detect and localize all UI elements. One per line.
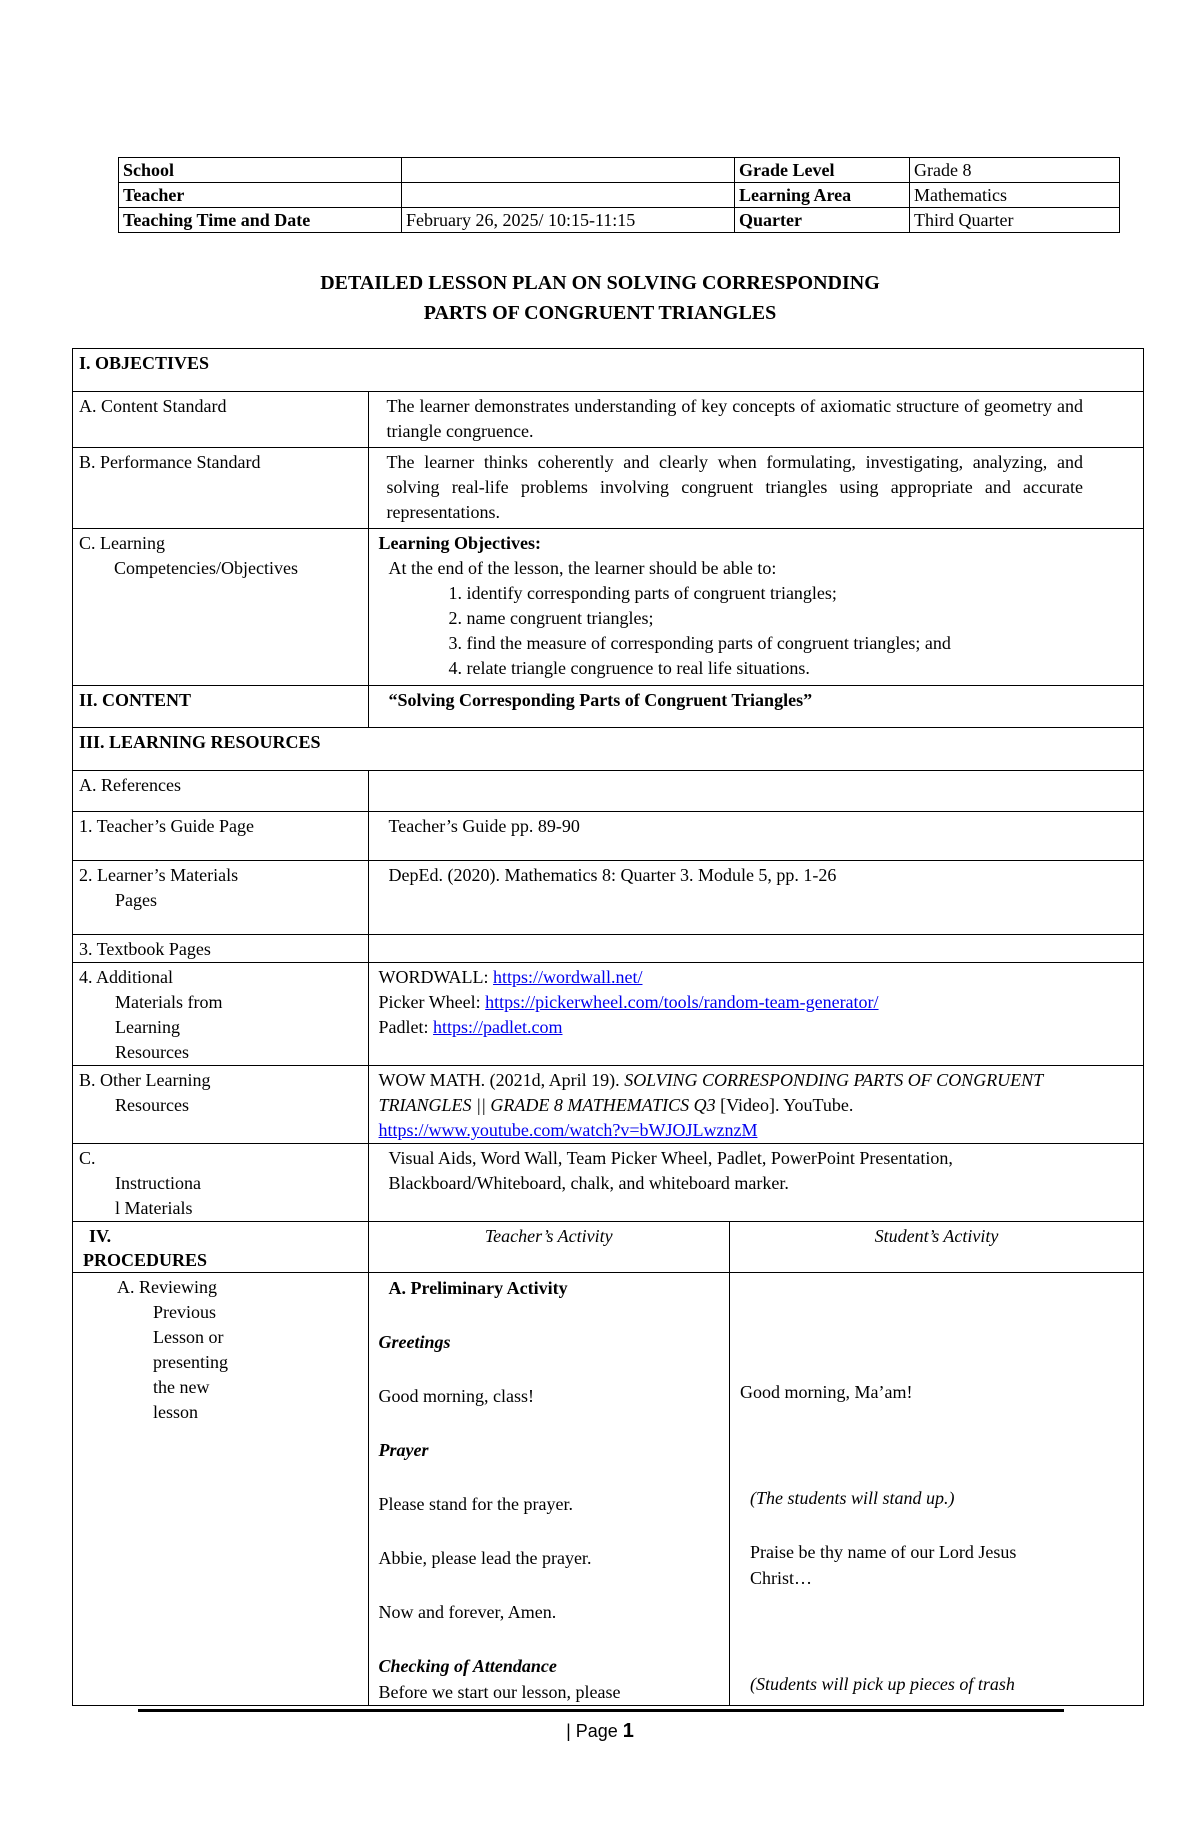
quarter-value: Third Quarter [910,208,1120,233]
footer-divider [138,1709,1064,1712]
learners-materials-value: DepEd. (2020). Mathematics 8: Quarter 3. Module 5, pp. 1-26 [368,861,1143,935]
student-activity-header: Student’s Activity [729,1222,1143,1273]
picker-wheel-label: Picker Wheel: [378,992,486,1012]
objective-item: 2. name congruent triangles; [448,608,654,628]
grade-level-value: Grade 8 [910,158,1120,183]
lesson-plan-table [72,348,1144,1706]
learners-materials-label-line: Pages [115,890,157,910]
wow-math-citation: WOW MATH. (2021d, April 19). [378,1070,625,1090]
padlet-label: Padlet: [378,1017,434,1037]
picker-wheel-link[interactable]: https://pickerwheel.com/tools/random-team-generator/ [485,992,879,1012]
objectives-heading: I. OBJECTIVES [73,349,1144,392]
content-standard-text: The learner demonstrates understanding of key concepts of axiomatic structure of geometry and triangle congruence. [368,392,1143,448]
wordwall-label: WORDWALL: [378,967,494,987]
instructional-materials-label-line: Instructiona [115,1173,201,1193]
wow-math-source: [Video]. YouTube. [715,1095,854,1115]
page-label: | Page [566,1721,623,1741]
prayer-heading: Prayer [378,1440,429,1460]
teacher-stand-instruction: Please stand for the prayer. [378,1494,573,1514]
performance-standard-text: The learner thinks coherently and clearly when formulating, investigating, analyzing, and solving real-life problems involving congruent triangles using appropriate and accurate representations. [368,448,1143,529]
learning-area-value: Mathematics [910,183,1120,208]
title-line-1: DETAILED LESSON PLAN ON SOLVING CORRESPONDING [320,272,880,294]
references-label: A. References [73,771,369,812]
school-value [402,158,735,183]
procedure-step-label-line: the new [153,1377,210,1397]
instructional-materials-label-line: l Materials [115,1198,193,1218]
teachers-guide-label: 1. Teacher’s Guide Page [73,812,369,861]
student-stand-response: (The students will stand up.) [749,1488,955,1508]
title-line-2: PARTS OF CONGRUENT TRIANGLES [423,302,777,324]
student-pick-trash: (Students will pick up pieces of trash [749,1674,1015,1694]
learners-materials-label-line: 2. Learner’s Materials [79,865,239,885]
student-activity-column [729,1273,1143,1706]
learning-objectives-intro: At the end of the lesson, the learner should be able to: [388,558,777,578]
teacher-before-lesson: Before we start our lesson, please [378,1682,621,1702]
objective-item: 1. identify corresponding parts of congruent triangles; [448,583,837,603]
teacher-label: Teacher [119,183,402,208]
greetings-heading: Greetings [378,1332,451,1352]
page-footer [0,1720,1200,1743]
content-value: “Solving Corresponding Parts of Congruent Triangles” [368,686,1143,728]
other-resources-label [73,1066,369,1144]
student-prayer-line: Christ… [749,1568,812,1588]
padlet-link[interactable]: https://padlet.com [433,1017,563,1037]
learning-objectives [368,529,1143,686]
learning-area-label: Learning Area [735,183,910,208]
references-value [368,771,1143,812]
learning-objectives-heading: Learning Objectives: [378,533,542,553]
additional-materials-label-line: Materials from [115,992,223,1012]
procedure-step-label-line: A. Reviewing [117,1277,217,1297]
other-resources-label-line: Resources [115,1095,189,1115]
student-prayer-line: Praise be thy name of our Lord Jesus [749,1542,1017,1562]
learners-materials-label [73,861,369,935]
additional-materials-label [73,963,369,1066]
procedure-step-label-line: presenting [153,1352,228,1372]
teacher-activity-header: Teacher’s Activity [368,1222,729,1273]
teacher-amen: Now and forever, Amen. [378,1602,557,1622]
content-heading: II. CONTENT [73,686,369,728]
teacher-value [402,183,735,208]
objective-item: 4. relate triangle congruence to real life situations. [448,658,810,678]
teacher-lead-prayer: Abbie, please lead the prayer. [378,1548,592,1568]
school-label: School [119,158,402,183]
instructional-materials-label [73,1144,369,1222]
header-table [118,157,1120,233]
content-standard-label: A. Content Standard [73,392,369,448]
additional-materials-value [368,963,1143,1066]
instructional-materials-value: Visual Aids, Word Wall, Team Picker Wheel, Padlet, PowerPoint Presentation, Blackboard/Whiteboard, chalk, and whiteboard marker. [368,1144,1143,1222]
page-number: 1 [622,1720,634,1742]
grade-level-label: Grade Level [735,158,910,183]
attendance-heading: Checking of Attendance [378,1656,557,1676]
youtube-link[interactable]: https://www.youtube.com/watch?v=bWJOJLwznzM [378,1120,758,1140]
learning-resources-heading: III. LEARNING RESOURCES [73,728,1144,771]
preliminary-activity-heading: A. Preliminary Activity [388,1278,568,1298]
textbook-pages-label: 3. Textbook Pages [73,935,369,963]
objective-item: 3. find the measure of corresponding parts of congruent triangles; and [448,633,951,653]
teaching-time-label: Teaching Time and Date [119,208,402,233]
teachers-guide-value: Teacher’s Guide pp. 89-90 [368,812,1143,861]
procedure-step-label [73,1273,369,1706]
teaching-time-value: February 26, 2025/ 10:15-11:15 [402,208,735,233]
other-resources-label-line: B. Other Learning [79,1070,211,1090]
quarter-label: Quarter [735,208,910,233]
performance-standard-label: B. Performance Standard [73,448,369,529]
procedures-heading [73,1222,369,1273]
instructional-materials-label-line: C. [79,1148,96,1168]
competencies-label-line: Competencies/Objectives [114,558,298,578]
wow-math-title: SOLVING CORRESPONDING PARTS OF CONGRUENT TRIANGLES || GRADE 8 MATHEMATICS Q3 [378,1070,1043,1115]
textbook-pages-value [368,935,1143,963]
procedure-step-label-line: Lesson or [153,1327,224,1347]
teacher-activity-column [368,1273,729,1706]
additional-materials-label-line: Learning [115,1017,180,1037]
student-greeting: Good morning, Ma’am! [739,1382,913,1402]
document-title [0,268,1200,328]
procedures-heading-line: IV. [89,1226,112,1246]
procedure-step-label-line: Previous [153,1302,216,1322]
additional-materials-label-line: 4. Additional [79,967,173,987]
teacher-greeting: Good morning, class! [378,1386,535,1406]
additional-materials-label-line: Resources [115,1042,189,1062]
procedure-step-label-line: lesson [153,1402,198,1422]
competencies-label-line: C. Learning [79,533,165,553]
wordwall-link[interactable]: https://wordwall.net/ [493,967,643,987]
procedures-heading-line: PROCEDURES [83,1250,208,1270]
other-resources-value [368,1066,1143,1144]
competencies-label [73,529,369,686]
